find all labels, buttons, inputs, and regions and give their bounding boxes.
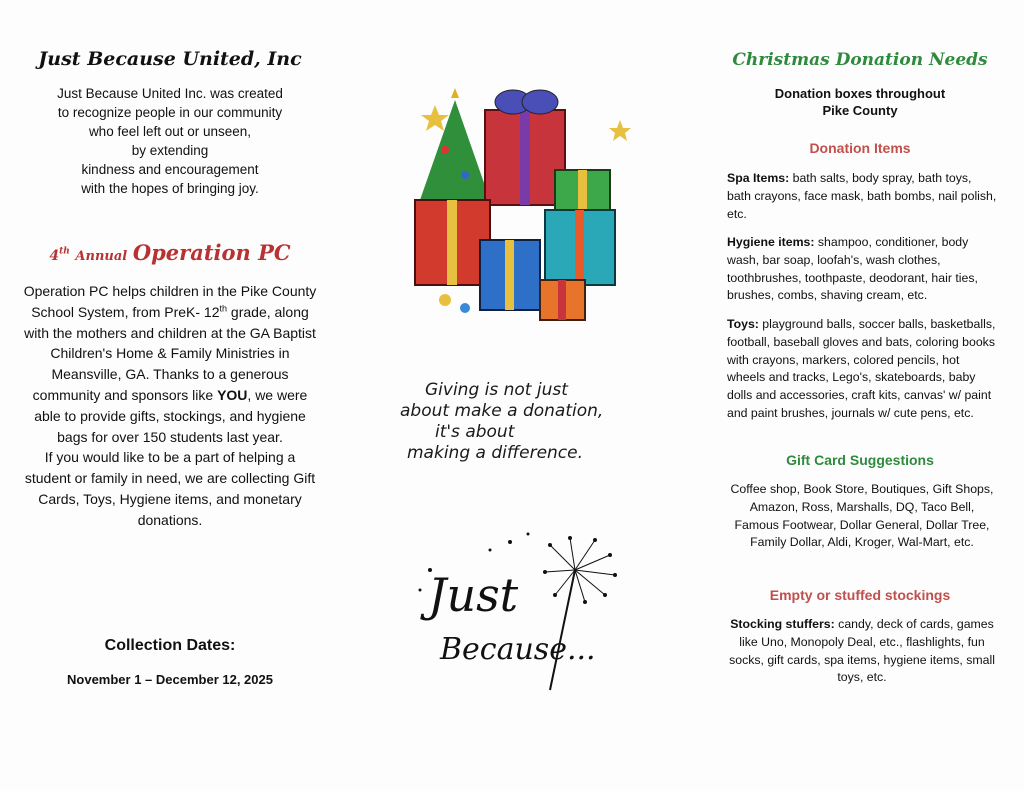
- left-panel: [20, 0, 320, 791]
- donation-boxes-note: [715, 85, 1005, 119]
- logo-because: Because...: [440, 632, 596, 667]
- opc-ordinal: 4: [49, 248, 60, 264]
- opc-ordinal-suffix: th: [59, 246, 70, 257]
- boxes-line: Pike County: [822, 103, 898, 118]
- intro-line: with the hopes of bringing joy.: [81, 181, 259, 196]
- gift-pile-illustration: [395, 80, 645, 330]
- opc-text: grade, along with the mothers and children at the GA Baptist Children's Home & Family Ministries in Meansville, GA. Thanks to a generous community and sponsors like: [24, 303, 316, 403]
- spa-items: [727, 170, 997, 223]
- stuffers-text: candy, deck of cards, games like Uno, Monopoly Deal, etc., flashlights, fun socks, gift cards, spa items, hygiene items, small toys, etc.: [729, 617, 995, 685]
- donation-items-heading: Donation Items: [809, 140, 911, 156]
- intro-line: Just Because United Inc. was created: [57, 86, 283, 101]
- stuffers-label: Stocking stuffers:: [730, 617, 835, 631]
- just-because-logo: [410, 530, 640, 710]
- intro-line: by extending: [131, 143, 209, 158]
- boxes-line: Donation boxes throughout: [774, 86, 946, 101]
- collection-title: Collection Dates:: [104, 637, 236, 654]
- toys-text: playground balls, soccer balls, basketballs, football, baseball gloves and bats, coloring books with crayons, markers, colored pencils, hot wheels and tracks, Lego's, skateboards, baby dolls and accessories, craft kits, canvas' w/ paint and paint brushes, journals w/ cute pens, etc.: [727, 317, 996, 420]
- opc-you-emphasis: YOU: [217, 386, 248, 403]
- collection-dates: November 1 – December 12, 2025: [67, 672, 273, 687]
- spa-text: bath salts, body spray, bath toys, bath crayons, face mask, bath bombs, nail polish, etc.: [727, 171, 997, 221]
- stocking-stuffers: [727, 616, 997, 687]
- hygiene-label: Hygiene items:: [727, 235, 815, 249]
- opc-annual: Annual: [75, 249, 128, 264]
- handwritten-quote: [385, 380, 650, 464]
- spa-label: Spa Items:: [727, 171, 790, 185]
- intro-line: to recognize people in our community: [57, 105, 283, 120]
- gift-card-heading: Gift Card Suggestions: [786, 452, 934, 468]
- logo-just: Just: [428, 568, 519, 622]
- quote-line: it's about: [435, 422, 515, 442]
- gift-card-suggestions: Coffee shop, Book Store, Boutiques, Gift Shops, Amazon, Ross, Marshalls, DQ, Taco Bell, Famous Footwear, Dollar General, Dollar Tree, Family Dollar, Aldi, Kroger, Wal-Mart, etc.: [730, 482, 994, 550]
- stockings-heading: Empty or stuffed stockings: [769, 587, 951, 603]
- intro-text: [20, 84, 320, 198]
- quote-line: making a difference.: [407, 443, 584, 463]
- donation-needs-title: Christmas Donation Needs: [732, 50, 988, 70]
- opc-name: Operation PC: [132, 240, 291, 265]
- toys-items: [727, 316, 997, 423]
- hygiene-text: shampoo, conditioner, body wash, bar soap, loofah's, wash clothes, toothbrushes, toothpaste, deodorant, hair ties, brushes, combs, shaving cream, etc.: [727, 235, 978, 303]
- hygiene-items: [727, 234, 997, 305]
- opc-text: Operation PC helps children in the Pike County School System, from PreK- 12: [23, 283, 317, 320]
- intro-line: kindness and encouragement: [81, 162, 259, 177]
- operation-pc-heading: [20, 240, 320, 265]
- intro-line: who feel left out or unseen,: [88, 124, 252, 139]
- opc-grade-suffix: th: [219, 303, 228, 314]
- opc-text: , we were able to provide gifts, stockings, and hygiene bags for over 150 students last year.: [34, 386, 308, 445]
- quote-line: Giving is not just: [425, 380, 568, 400]
- toys-label: Toys:: [727, 317, 759, 331]
- middle-panel: [350, 0, 680, 791]
- operation-pc-description: [20, 281, 320, 531]
- opc-paragraph-1: [20, 281, 320, 447]
- opc-paragraph-2: If you would like to be a part of helping a student or family in need, we are collecting Gift Cards, Toys, Hygiene items, and monetary donations.: [24, 449, 316, 528]
- right-panel: [715, 0, 1005, 791]
- quote-line: about make a donation,: [400, 401, 604, 421]
- org-title: Just Because United, Inc: [38, 48, 302, 70]
